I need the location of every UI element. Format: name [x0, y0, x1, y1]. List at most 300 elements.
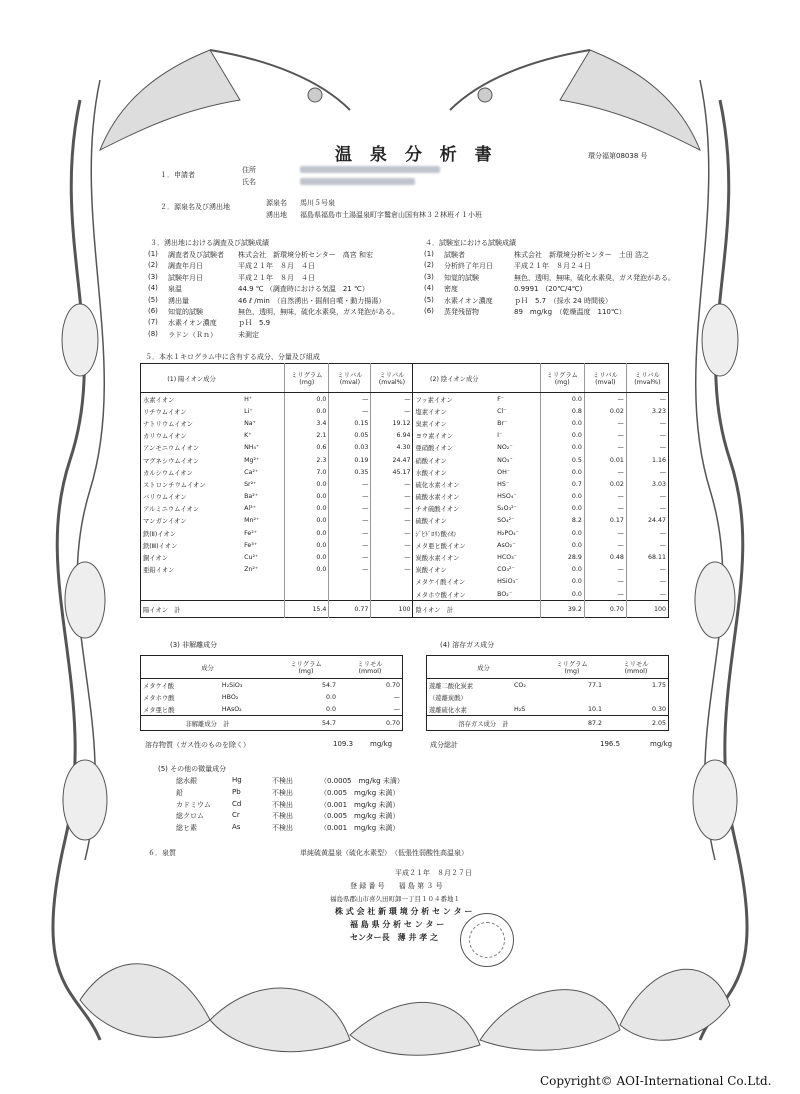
non-mmol: 0.70: [385, 681, 400, 689]
cation-name: アンモニウムイオン: [143, 445, 200, 453]
anion-total-mval: 0.70: [584, 601, 626, 618]
cation-pct-header: ミリバル (mval%): [371, 364, 413, 393]
company-address: 福島県郡山市喜久田町卸一丁目１０４番地１: [330, 895, 460, 903]
anion-mg: 0.0: [540, 417, 584, 429]
dissolved-label: 溶存物質（ガス性のものを除く）: [145, 741, 250, 749]
cation-pct: —: [371, 478, 413, 490]
sec4-item-value: 89 mg/kg （乾燥温度 110℃）: [514, 308, 626, 316]
trace-symbol: Pb: [232, 787, 241, 796]
anion-mg: 0.0: [540, 539, 584, 551]
sec3-item-value: 株式会社 新環境分析センター 高宮 和宏: [238, 251, 373, 259]
trace-name: カドミウム: [176, 800, 211, 809]
cation-symbol: Ca²⁺: [244, 468, 259, 476]
non-mmol-header: ミリモル (mmol): [338, 656, 403, 679]
cation-symbol: Fe³⁺: [244, 541, 258, 549]
table-row: [141, 491, 669, 503]
cation-mval: [329, 576, 371, 588]
sec4-item-key: 試験者: [444, 251, 465, 259]
anion-symbol: Cl⁻: [497, 407, 507, 415]
anion-mval: 0.02: [584, 405, 626, 417]
gas-name: 遊離硫化水素: [429, 706, 467, 714]
cation-symbol: Fe²⁺: [244, 529, 258, 537]
grand-total-unit: mg/kg: [650, 740, 673, 748]
anion-name: フッ素イオン: [415, 396, 453, 404]
gas-mg-header: ミリグラム (mg): [540, 656, 604, 679]
cation-symbol: Zn²⁺: [244, 566, 259, 574]
anion-pct: 3.23: [626, 405, 668, 417]
non-mg: 0.0: [325, 693, 336, 701]
anion-pct: 3.03: [626, 478, 668, 490]
anion-pct: 1.16: [626, 454, 668, 466]
non-formula: HAsO₂: [221, 705, 242, 713]
anion-mval: 0.17: [584, 515, 626, 527]
cation-pct: [371, 576, 413, 588]
cation-mg: 0.0: [285, 478, 329, 490]
anion-mg: 0.0: [540, 430, 584, 442]
anion-mg: 0.5: [540, 454, 584, 466]
cation-mg: 7.0: [285, 466, 329, 478]
anion-name: メタホウ酸イオン: [415, 591, 466, 599]
anion-mg: 0.0: [540, 393, 584, 406]
anion-symbol: CO₃²⁻: [497, 566, 515, 574]
redacted-address: [300, 166, 440, 173]
sec3-item-value: 44.9 ℃ （調査時における気温 21 ℃）: [238, 285, 369, 294]
sec4-item-num: (4): [424, 284, 434, 293]
anion-pct: —: [626, 576, 668, 588]
gas-total-mmol: 2.05: [604, 716, 669, 731]
sec3-item-value: 未測定: [238, 330, 259, 339]
gas-mmol: 0.30: [651, 705, 666, 713]
sec3-item-num: (4): [148, 284, 158, 293]
section4-title: ４．試験室における試験成績: [425, 239, 516, 247]
sec4-item-key: 蒸発残留物: [444, 308, 479, 316]
cation-symbol: NH₄⁺: [244, 444, 260, 452]
spring-type: 単純硫黄温泉（硫化水素型） （低張性弱酸性高温泉）: [300, 849, 468, 857]
cation-pct: —: [371, 564, 413, 576]
anion-name: 硝酸イオン: [415, 457, 447, 465]
anion-pct: —: [626, 503, 668, 515]
anion-header: (2) 陰イオン成分: [413, 364, 495, 393]
nondissociated-title: (3) 非解離成分: [170, 641, 218, 649]
trace-limit: （0.0005 mg/kg 未満）: [320, 777, 404, 785]
anion-mval: —: [584, 466, 626, 478]
cation-total-mval: 0.77: [329, 601, 371, 618]
sec4-item-num: (1): [424, 250, 434, 258]
gas-name-header: 成分: [427, 656, 541, 679]
dissolved-unit: mg/kg: [370, 740, 393, 748]
anion-name: メタケイ酸イオン: [415, 579, 466, 587]
sec4-item-key: 分析終了年月日: [444, 262, 493, 271]
cation-symbol: [242, 576, 285, 588]
anion-symbol: AsO₂⁻: [497, 541, 516, 549]
anion-pct: —: [626, 430, 668, 442]
cation-mg: 0.0: [285, 515, 329, 527]
company-name: 株 式 会 社 新 環 境 分 析 セ ン タ ー: [335, 907, 473, 916]
cation-pct: —: [371, 515, 413, 527]
anion-total-mg: 39.2: [540, 601, 584, 618]
branch-name: 福 島 県 分 析 セ ン タ ー: [350, 920, 445, 929]
gas-formula: H₂S: [514, 705, 526, 713]
trace-name: 総クロム: [176, 812, 204, 821]
sec3-item-value: 平成２１年 ８月 ４日: [238, 273, 315, 282]
anion-symbol: S₂O₃²⁻: [497, 505, 517, 513]
cation-pct: 6.94: [371, 430, 413, 442]
cation-name: [141, 588, 243, 601]
cation-pct: 24.47: [371, 454, 413, 466]
cation-mval: 0.05: [329, 430, 371, 442]
anion-mg: 0.0: [540, 564, 584, 576]
anion-symbol: NO₂⁻: [497, 444, 513, 452]
cation-pct: —: [371, 551, 413, 563]
anion-symbol: HS⁻: [497, 480, 510, 488]
anion-pct: —: [626, 539, 668, 551]
trace-limit: （0.005 mg/kg 未満）: [320, 812, 400, 821]
copyright-notice: Copyright© AOI-International Co.Ltd.: [540, 1074, 772, 1088]
table-row: [141, 679, 403, 692]
cation-total-pct: 100: [371, 601, 413, 618]
table-row: [141, 478, 669, 490]
sec3-item-key: 湧出量: [168, 296, 189, 305]
non-mg-header: ミリグラム (mg): [274, 656, 338, 679]
sec3-item-value: 46 ℓ /min （自然湧出・掘削自噴・動力揚湯）: [238, 296, 386, 305]
anion-pct: —: [626, 564, 668, 576]
cation-total-mg: 15.4: [285, 601, 329, 618]
cation-pct: 4.30: [371, 442, 413, 454]
table-row: [141, 515, 669, 527]
cation-pct: —: [371, 393, 413, 406]
anion-mg: 0.0: [540, 527, 584, 539]
anion-mval: —: [584, 491, 626, 503]
table-row: [141, 430, 669, 442]
cation-mg: 3.4: [285, 417, 329, 429]
table-row: [427, 703, 669, 716]
anion-mval: —: [584, 393, 626, 406]
table-row: [141, 588, 669, 601]
cation-total-label: 陽イオン 計: [141, 601, 285, 618]
cation-name: 銅イオン: [143, 555, 168, 563]
non-mmol: —: [393, 693, 400, 701]
gas-title: (4) 溶存ガス成分: [440, 641, 495, 649]
gas-mg: 10.1: [587, 705, 602, 713]
cation-name: マグネシウムイオン: [143, 457, 200, 465]
sec3-item-num: (6): [148, 307, 158, 315]
cation-mg: 0.0: [285, 503, 329, 515]
sec3-item-num: (8): [148, 329, 158, 338]
ion-table: [140, 363, 669, 618]
cation-mg: 2.3: [285, 454, 329, 466]
trace-title: (5) その他の微量成分: [158, 765, 227, 773]
anion-mg: 8.2: [540, 515, 584, 527]
cation-symbol: Cu²⁺: [244, 554, 259, 562]
anion-mval: 0.02: [584, 478, 626, 490]
gas-total-mg: 87.2: [540, 716, 604, 731]
table-row: [141, 454, 669, 466]
anion-name: 炭酸水素イオン: [415, 555, 460, 563]
anion-mval: —: [584, 417, 626, 429]
anion-symbol: HSiO₃⁻: [497, 578, 519, 586]
sec4-item-key: 密度: [444, 285, 458, 294]
cation-mg: 2.1: [285, 430, 329, 442]
table-row: [141, 466, 669, 478]
cation-mval: —: [329, 478, 371, 490]
cation-name: マンガンイオン: [143, 518, 187, 526]
anion-mg: 0.0: [540, 491, 584, 503]
trace-symbol: As: [232, 823, 241, 832]
table-row: [141, 691, 403, 703]
anion-pct: 68.11: [626, 551, 668, 563]
center-chief: センター長 薄 井 孝 之: [350, 933, 439, 942]
non-name-header: 成分: [141, 656, 275, 679]
table-row: [141, 551, 669, 563]
anion-mg: 0.8: [540, 405, 584, 417]
anion-mval: 0.01: [584, 454, 626, 466]
sec4-item-value: 0.9991 (20℃/4℃): [514, 285, 583, 294]
trace-result: 不検出: [272, 812, 293, 821]
anion-pct: —: [626, 527, 668, 539]
cation-header: (1) 陽イオン成分: [141, 364, 243, 393]
gas-mg: 77.1: [587, 681, 602, 689]
sec4-item-num: (6): [424, 307, 434, 315]
cation-name: [141, 576, 243, 588]
sec3-item-num: (2): [148, 261, 158, 270]
cation-pct: —: [371, 405, 413, 417]
cation-pct: —: [371, 527, 413, 539]
non-formula: H₂SiO₃: [221, 681, 243, 689]
gas-name: （遊離炭酸）: [429, 694, 467, 702]
anion-mval: —: [584, 576, 626, 588]
section5-title: ５．本水１キログラム中に含有する成分、分量及び組成: [145, 353, 320, 361]
anion-mval: —: [584, 527, 626, 539]
anion-mg: 0.0: [540, 442, 584, 454]
cation-mg: 0.0: [285, 539, 329, 551]
cation-mval-header: ミリバル (mval): [329, 364, 371, 393]
cation-mval: —: [329, 393, 371, 406]
cation-symbol: [242, 588, 285, 601]
applicant-label: １．申請者: [160, 171, 195, 179]
anion-symbol: BO₂⁻: [497, 590, 513, 598]
trace-result: 不検出: [272, 824, 293, 833]
anion-mval: —: [584, 442, 626, 454]
cation-mg: [285, 588, 329, 601]
registration-number: 登 録 番 号 福 島 第 ３ 号: [350, 882, 443, 890]
address-label: 住所: [242, 166, 256, 174]
cation-mval: —: [329, 503, 371, 515]
cation-mg: 0.0: [285, 491, 329, 503]
cation-mval: 0.19: [329, 454, 371, 466]
redacted-name: [300, 178, 415, 185]
source-location-label: 湧出地: [266, 211, 287, 219]
sec3-item-num: (7): [148, 318, 158, 327]
sec4-item-value: 平成２１年 ８月２４日: [514, 262, 591, 271]
table-row: [141, 703, 403, 716]
anion-symbol: Br⁻: [497, 419, 508, 427]
table-row: [427, 679, 669, 692]
sec4-item-num: (2): [424, 261, 434, 270]
sec3-item-key: 調査年月日: [168, 262, 203, 271]
cation-pct: [371, 588, 413, 601]
total-row: [427, 716, 669, 731]
anion-name: ヨウ素イオン: [415, 433, 454, 441]
cation-symbol: H⁺: [244, 395, 253, 403]
table-row: [141, 539, 669, 551]
anion-pct: —: [626, 442, 668, 454]
non-total-mg: 54.7: [274, 716, 338, 731]
cation-mg: 0.0: [285, 527, 329, 539]
cation-mg-header: ミリグラム (mg): [285, 364, 329, 393]
source-name-label: 源泉名: [266, 199, 287, 207]
cation-symbol: Ba²⁺: [244, 493, 259, 501]
trace-symbol: Cr: [232, 811, 240, 820]
anion-symbol: H₂PO₄⁻: [497, 529, 520, 537]
gas-formula: [512, 691, 540, 703]
trace-result: 不検出: [272, 777, 293, 785]
anion-mg: 0.0: [540, 503, 584, 515]
anion-symbol: SO₄²⁻: [497, 517, 515, 525]
cation-mg: 0.0: [285, 551, 329, 563]
sec4-item-value: 株式会社 新環境分析センター 土田 浩之: [514, 251, 649, 259]
sec3-item-key: 調査者及び試験者: [168, 251, 224, 259]
cation-pct: —: [371, 503, 413, 515]
anion-mval: —: [584, 503, 626, 515]
cation-mval: 0.15: [329, 417, 371, 429]
cation-name: アルミニウムイオン: [143, 506, 200, 514]
cation-mval: —: [329, 551, 371, 563]
cation-name: カルシウムイオン: [143, 469, 193, 477]
anion-pct: —: [626, 393, 668, 406]
sec4-item-value: 無色，透明，無味，硫化水素臭，ガス発泡がある。: [514, 273, 675, 282]
cation-name: 亜鉛イオン: [143, 567, 175, 575]
grand-total-label: 成分総計: [430, 741, 458, 749]
trace-symbol: Cd: [232, 799, 242, 808]
anion-name: メタ亜ヒ酸イオン: [415, 542, 466, 550]
table-row: [427, 691, 669, 703]
cation-mg: [285, 576, 329, 588]
anion-name: 炭酸イオン: [415, 567, 447, 575]
anion-mg: 0.7: [540, 478, 584, 490]
cation-name: ナトリウムイオン: [143, 420, 193, 428]
cation-symbol: Mg²⁺: [244, 456, 260, 464]
gas-table: [426, 655, 669, 731]
non-mg: 54.7: [321, 681, 336, 689]
non-name: メタホウ酸: [143, 694, 175, 702]
table-row: [141, 503, 669, 515]
total-row: [141, 716, 403, 731]
cation-mval: —: [329, 564, 371, 576]
sec4-item-num: (3): [424, 272, 434, 281]
cation-symbol: Na⁺: [244, 419, 256, 427]
trace-name: 総ヒ素: [176, 824, 197, 833]
cation-symbol: K⁺: [244, 432, 252, 440]
source-label: ２．源泉名及び湧出地: [160, 203, 230, 211]
cation-pct: 19.12: [371, 417, 413, 429]
trace-result: 不検出: [272, 788, 293, 797]
issue-date: 平成２１年 ８月２７日: [395, 869, 472, 877]
trace-limit: （0.005 mg/kg 未満）: [320, 788, 400, 797]
anion-symbol: HSO₄⁻: [497, 493, 517, 501]
section6-title: ６．泉質: [148, 849, 176, 857]
cation-mval: —: [329, 527, 371, 539]
non-name: メタケイ酸: [143, 682, 175, 690]
cation-mg: 0.0: [285, 393, 329, 406]
cation-symbol: Li⁺: [244, 407, 253, 415]
table-row: [141, 442, 669, 454]
anion-name: 塩素イオン: [415, 408, 447, 416]
table-row: [141, 393, 669, 406]
sec3-item-key: 水素イオン濃度: [168, 319, 217, 328]
sec4-item-key: 知覚的試験: [444, 273, 479, 282]
gas-mmol: 1.75: [651, 681, 666, 689]
sec3-item-value: 無色，透明，無味，硫化水素臭，ガス発泡がある。: [238, 308, 399, 316]
anion-mval: 0.48: [584, 551, 626, 563]
nondissociated-table: [140, 655, 403, 731]
anion-name: 硫酸水素イオン: [415, 494, 460, 502]
cation-name: カリウムイオン: [143, 433, 187, 441]
anion-name: 臭素イオン: [415, 420, 447, 428]
anion-total-pct: 100: [626, 601, 668, 618]
table-row: [141, 527, 669, 539]
cation-symbol: Sr²⁺: [244, 480, 257, 488]
gas-mg: [540, 691, 604, 703]
cation-name: リチウムイオン: [143, 408, 187, 416]
anion-mg: 28.9: [540, 551, 584, 563]
table-row: [141, 564, 669, 576]
cation-mg: 0.6: [285, 442, 329, 454]
section3-title: ３．湧出地における調査及び試験成績: [150, 239, 269, 247]
cation-name: 鉄(Ⅲ)イオン: [143, 542, 178, 550]
trace-limit: （0.001 mg/kg 未満）: [320, 824, 400, 833]
anion-mval-header: ミリバル (mval): [584, 364, 626, 393]
sec3-item-key: ラドン（Ｒｎ）: [168, 330, 217, 339]
trace-name: 鉛: [176, 788, 183, 797]
anion-total-label: 陰イオン 計: [413, 601, 540, 618]
cation-mval: —: [329, 515, 371, 527]
cation-pct: —: [371, 491, 413, 503]
anion-symbol: F⁻: [497, 395, 505, 403]
document-number: 環分福第08038 号: [588, 152, 648, 160]
anion-pct-header: ミリバル (mval%): [626, 364, 668, 393]
gas-mmol-header: ミリモル (mmol): [604, 656, 669, 679]
cation-mval: —: [329, 539, 371, 551]
table-row: [141, 576, 669, 588]
anion-name: 硫化水素イオン: [415, 481, 460, 489]
cation-name: バリウムイオン: [143, 494, 187, 502]
gas-mmol: [604, 691, 669, 703]
cation-pct: 45.17: [371, 466, 413, 478]
trace-symbol: Hg: [232, 776, 242, 784]
sec3-item-key: 知覚的試験: [168, 308, 203, 316]
sec4-item-num: (5): [424, 295, 434, 304]
anion-pct: —: [626, 466, 668, 478]
anion-pct: 24.47: [626, 515, 668, 527]
cation-mval: —: [329, 491, 371, 503]
name-label: 氏名: [242, 178, 256, 186]
trace-result: 不検出: [272, 800, 293, 809]
table-row: [141, 405, 669, 417]
anion-pct: —: [626, 417, 668, 429]
cation-pct: —: [371, 539, 413, 551]
sec3-item-num: (1): [148, 250, 158, 258]
anion-symbol: HCO₃⁻: [497, 554, 518, 562]
sec4-item-value: ｐＨ 5.7 （採水 24 時間後）: [514, 296, 612, 305]
anion-mg: 0.0: [540, 466, 584, 478]
sec3-item-value: ｐＨ 5.9: [238, 319, 271, 328]
cation-symbol: Mn²⁺: [244, 517, 260, 525]
non-mmol: —: [393, 705, 400, 713]
anion-symbol: NO₃⁻: [497, 456, 513, 464]
sec3-item-key: 試験年月日: [168, 273, 203, 282]
non-formula: HBO₂: [221, 693, 239, 701]
cation-mval: —: [329, 405, 371, 417]
